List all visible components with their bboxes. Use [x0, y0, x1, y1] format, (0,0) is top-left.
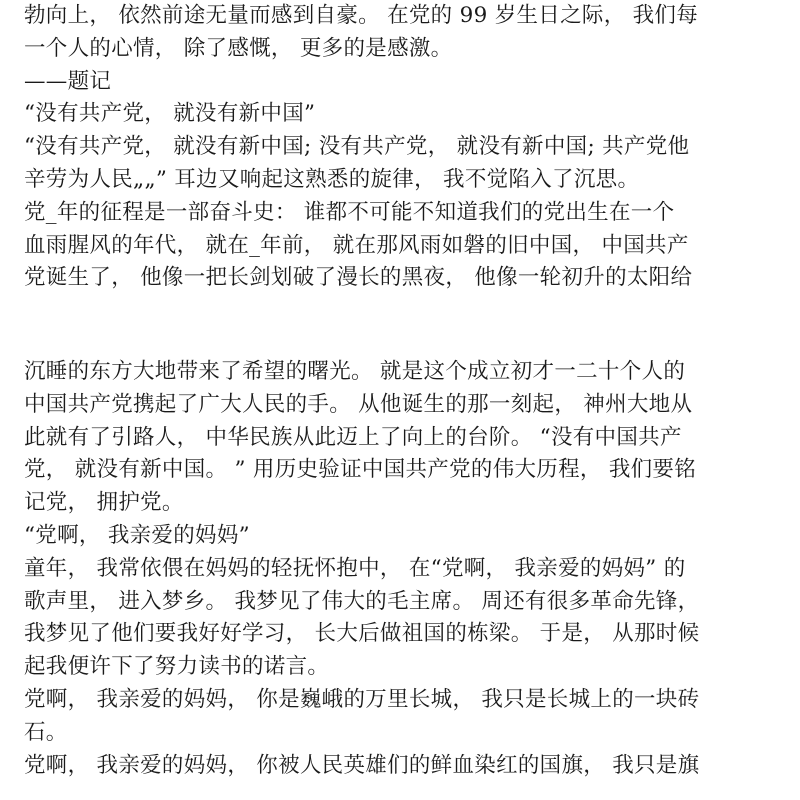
text-line: 党， 就没有新中国。 ” 用历史验证中国共产党的伟大历程， 我们要铭 [24, 457, 697, 483]
text-line: 党啊， 我亲爱的妈妈， 你被人民英雄们的鲜血染红的国旗， 我只是旗 [24, 752, 700, 778]
text-line: “没有共产党， 就没有新中国” [24, 101, 316, 127]
text-line: 我梦见了他们要我好好学习， 长大后做祖国的栋梁。 于是， 从那时候 [24, 621, 700, 647]
text-block-bottom [24, 356, 784, 782]
text-line: ——题记 [24, 68, 112, 94]
text-block-top [24, 0, 784, 295]
text-line: 党诞生了， 他像一把长剑划破了漫长的黑夜， 他像一轮初升的太阳给 [24, 265, 693, 291]
text-line: 起我便许下了努力读书的诺言。 [24, 654, 330, 680]
text-line: 童年， 我常依偎在妈妈的轻抚怀抱中， 在“党啊， 我亲爱的妈妈” 的 [24, 555, 686, 581]
text-line: 记党， 拥护党。 [24, 490, 184, 516]
text-line: 一个人的心情， 除了感慨， 更多的是感激。 [24, 35, 453, 61]
text-line: 歌声里， 进入梦乡。 我梦见了伟大的毛主席。 周还有很多革命先锋， [24, 588, 700, 614]
text-line: “党啊， 我亲爱的妈妈” [24, 522, 250, 548]
text-line: “没有共产党， 就没有新中国; 没有共产党， 就没有新中国; 共产党他 [24, 134, 690, 160]
text-line: 中国共产党携起了广大人民的手。 从他诞生的那一刻起， 神州大地从 [24, 391, 693, 417]
text-line: 党啊， 我亲爱的妈妈， 你是巍峨的万里长城， 我只是长城上的一块砖 [24, 686, 700, 712]
text-line: 党_年的征程是一部奋斗史： 谁都不可能不知道我们的党出生在一个 [24, 199, 675, 225]
text-line: 石。 [24, 719, 68, 745]
text-line: 此就有了引路人， 中华民族从此迈上了向上的台阶。 “没有中国共产 [24, 424, 682, 450]
text-line: 沉睡的东方大地带来了希望的曙光。 就是这个成立初才一二十个人的 [24, 359, 686, 384]
text-line: 勃向上， 依然前途无量而感到自豪。 在党的 99 岁生日之际， 我们每 [24, 3, 699, 28]
text-line: 血雨腥风的年代， 就在_年前， 就在那风雨如磐的旧中国， 中国共产 [24, 232, 689, 258]
text-line: 辛劳为人民„„” 耳边又响起这熟悉的旋律， 我不觉陷入了沉思。 [24, 166, 640, 192]
